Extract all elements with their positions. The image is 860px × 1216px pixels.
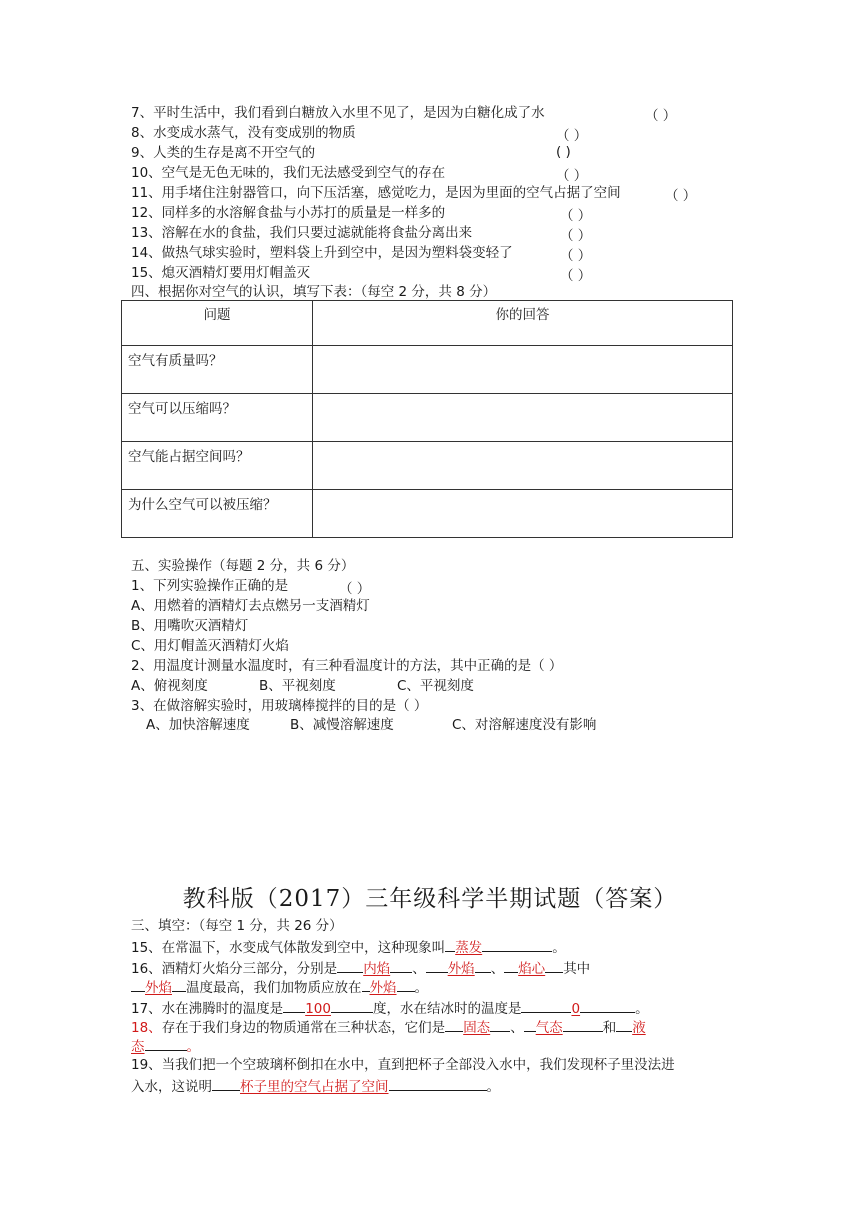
question-cell: 为什么空气可以被压缩？ [122, 490, 313, 538]
fill-q16-end: 。 [414, 980, 428, 996]
tf-paren-7: （ ） [645, 108, 677, 124]
s5-q1-paren: （ ） [339, 581, 371, 597]
s5-q2: 2、用温度计测量水温度时，有三种看温度计的方法，其中正确的是（ ） [131, 658, 563, 674]
tf-paren-15: （ ） [560, 268, 592, 284]
question-cell: 空气可以压缩吗？ [122, 394, 313, 442]
blank-line [397, 976, 415, 992]
answer-title: 教科版（2017）三年级科学半期试题（答案） [182, 886, 678, 912]
fill-q16-mid: 其中 [563, 961, 591, 977]
s5-q2-option-b: B、平视刻度 [259, 678, 336, 694]
answer-outer-flame-2: 外焰 [145, 980, 172, 996]
s5-q1-option-b: B、用嘴吹灭酒精灯 [131, 618, 249, 634]
s5-q1-option-a: A、用燃着的酒精灯去点燃另一支酒精灯 [131, 598, 370, 614]
tf-paren-13: （ ） [560, 228, 592, 244]
separator: 、 [510, 1020, 524, 1036]
fill-q19: 19、当我们把一个空玻璃杯倒扣在水中，直到把杯子全部没入水中，我们发现杯子里没法进 [131, 1057, 675, 1073]
blank-line [475, 957, 491, 973]
air-table [121, 300, 733, 538]
fill-q18-and: 和 [602, 1020, 617, 1036]
fill-q17-mid: 度，水在结冰时的温度是 [372, 1001, 522, 1017]
tf-item-14: 14、做热气球实验时，塑料袋上升到空中，是因为塑料袋变轻了 [131, 245, 513, 261]
fill-q17-text: 17、水在沸腾时的温度是 [131, 1001, 284, 1017]
answer-outer-flame-3: 外焰 [369, 980, 397, 996]
blank-line [426, 957, 448, 973]
blank-line [524, 1016, 536, 1032]
answer-cell[interactable] [313, 490, 733, 538]
s5-q3: 3、在做溶解实验时，用玻璃棒搅拌的目的是（ ） [131, 698, 428, 714]
blank-line [490, 1016, 510, 1032]
fill-q16-line2 [131, 976, 428, 998]
fill-q17-end: 。 [635, 1001, 649, 1017]
blank-line [504, 957, 518, 973]
blank-line [521, 997, 571, 1013]
blank-line [390, 957, 412, 973]
fill-q18-end: 。 [186, 1039, 200, 1055]
table-row [122, 490, 733, 538]
tf-item-15: 15、熄灭酒精灯要用灯帽盖灭 [131, 265, 311, 281]
fill-q15 [131, 936, 566, 958]
blank-line [389, 1075, 487, 1091]
tf-item-7: 7、平时生活中，我们看到白糖放入水里不见了，是因为白糖化成了水 [131, 105, 545, 121]
blank-line [545, 957, 563, 973]
blank-line [445, 936, 455, 952]
tf-paren-11: （ ） [665, 188, 697, 204]
answer-cell[interactable] [313, 394, 733, 442]
answer-freezing-temp: 0 [571, 1001, 581, 1017]
blank-line [445, 1016, 463, 1032]
blank-line [283, 997, 305, 1013]
blank-line [362, 976, 370, 992]
blank-line [131, 976, 145, 992]
fill-q18-line2 [131, 1035, 200, 1057]
question-cell: 空气有质量吗？ [122, 346, 313, 394]
s5-q3-option-b: B、减慢溶解速度 [290, 717, 394, 733]
answer-liquid-part1: 液 [632, 1020, 646, 1036]
tf-paren-14: （ ） [560, 248, 592, 264]
answer-boiling-temp: 100 [305, 1001, 331, 1017]
blank-line [172, 976, 186, 992]
fill-q16-text2: 温度最高，我们加物质应放在 [186, 980, 362, 996]
s5-q2-option-c: C、平视刻度 [397, 678, 474, 694]
col-answer-header: 你的回答 [313, 301, 733, 346]
answer-evaporation: 蒸发 [455, 940, 483, 956]
fill-q19-end: 。 [486, 1079, 500, 1095]
fill-q18 [131, 1016, 646, 1038]
tf-item-10: 10、空气是无色无味的，我们无法感受到空气的存在 [131, 165, 446, 181]
fill-q16-text: 16、酒精灯火焰分三部分，分别是 [131, 961, 338, 977]
answer-air-occupies-space: 杯子里的空气占据了空间 [240, 1079, 389, 1095]
tf-paren-9: ( ) [556, 144, 571, 160]
s5-q2-option-a: A、俯视刻度 [131, 678, 208, 694]
tf-item-13: 13、溶解在水的食盐，我们只要过滤就能将食盐分离出来 [131, 225, 473, 241]
table-row [122, 442, 733, 490]
col-question-header: 问题 [122, 301, 313, 346]
separator: 、 [490, 961, 505, 977]
answer-flame-core: 焰心 [518, 961, 546, 977]
answer-gas: 气态 [535, 1020, 563, 1036]
fill-q19-line2 [131, 1075, 500, 1097]
answer-cell[interactable] [313, 346, 733, 394]
fill-q18-text: 存在于我们身边的物质通常在三种状态，它们是 [161, 1020, 446, 1036]
s5-q1-option-c: C、用灯帽盖灭酒精灯火焰 [131, 638, 289, 654]
blank-line [616, 1016, 632, 1032]
table-row [122, 394, 733, 442]
blank-line [563, 1016, 603, 1032]
fill-q19-text: 入水，这说明 [131, 1079, 212, 1095]
tf-item-12: 12、同样多的水溶解食盐与小苏打的质量是一样多的 [131, 205, 446, 221]
section5-heading: 五、实验操作（每题 2 分，共 6 分） [131, 558, 355, 574]
answer-inner-flame: 内焰 [363, 961, 391, 977]
tf-item-9: 9、人类的生存是离不开空气的 [131, 145, 316, 161]
answer-cell[interactable] [313, 442, 733, 490]
blank-line [580, 997, 635, 1013]
s5-q3-option-a: A、加快溶解速度 [146, 717, 250, 733]
question-cell: 空气能占据空间吗？ [122, 442, 313, 490]
tf-item-11: 11、用手堵住注射器管口，向下压活塞，感觉吃力，是因为里面的空气占据了空间 [131, 185, 621, 201]
fill-q15-text: 15、在常温下，水变成气体散发到空中，这种现象叫 [131, 940, 446, 956]
blank-line [482, 936, 552, 952]
answer-outer-flame: 外焰 [447, 961, 475, 977]
table-row [122, 346, 733, 394]
fill-q18-number: 18、 [131, 1020, 162, 1036]
answer-solid: 固态 [463, 1020, 491, 1036]
s5-q1: 1、下列实验操作正确的是 [131, 578, 289, 594]
blank-line [337, 957, 363, 973]
blank-line [331, 997, 373, 1013]
s5-q3-option-c: C、对溶解速度没有影响 [452, 717, 597, 733]
tf-paren-12: （ ） [560, 208, 592, 224]
blank-line [145, 1035, 187, 1051]
tf-paren-8: （ ） [556, 128, 588, 144]
separator: 、 [412, 961, 426, 977]
blank-line [212, 1075, 240, 1091]
section4-heading: 四、根据你对空气的认识，填写下表：（每空 2 分，共 8 分） [131, 284, 497, 300]
tf-item-8: 8、水变成水蒸气，没有变成别的物质 [131, 125, 356, 141]
fill-heading: 三、填空：（每空 1 分，共 26 分） [131, 918, 343, 934]
answer-liquid-part2: 态 [131, 1039, 145, 1055]
tf-paren-10: （ ） [556, 168, 588, 184]
table-header-row [122, 301, 733, 346]
fill-q15-end: 。 [552, 940, 566, 956]
